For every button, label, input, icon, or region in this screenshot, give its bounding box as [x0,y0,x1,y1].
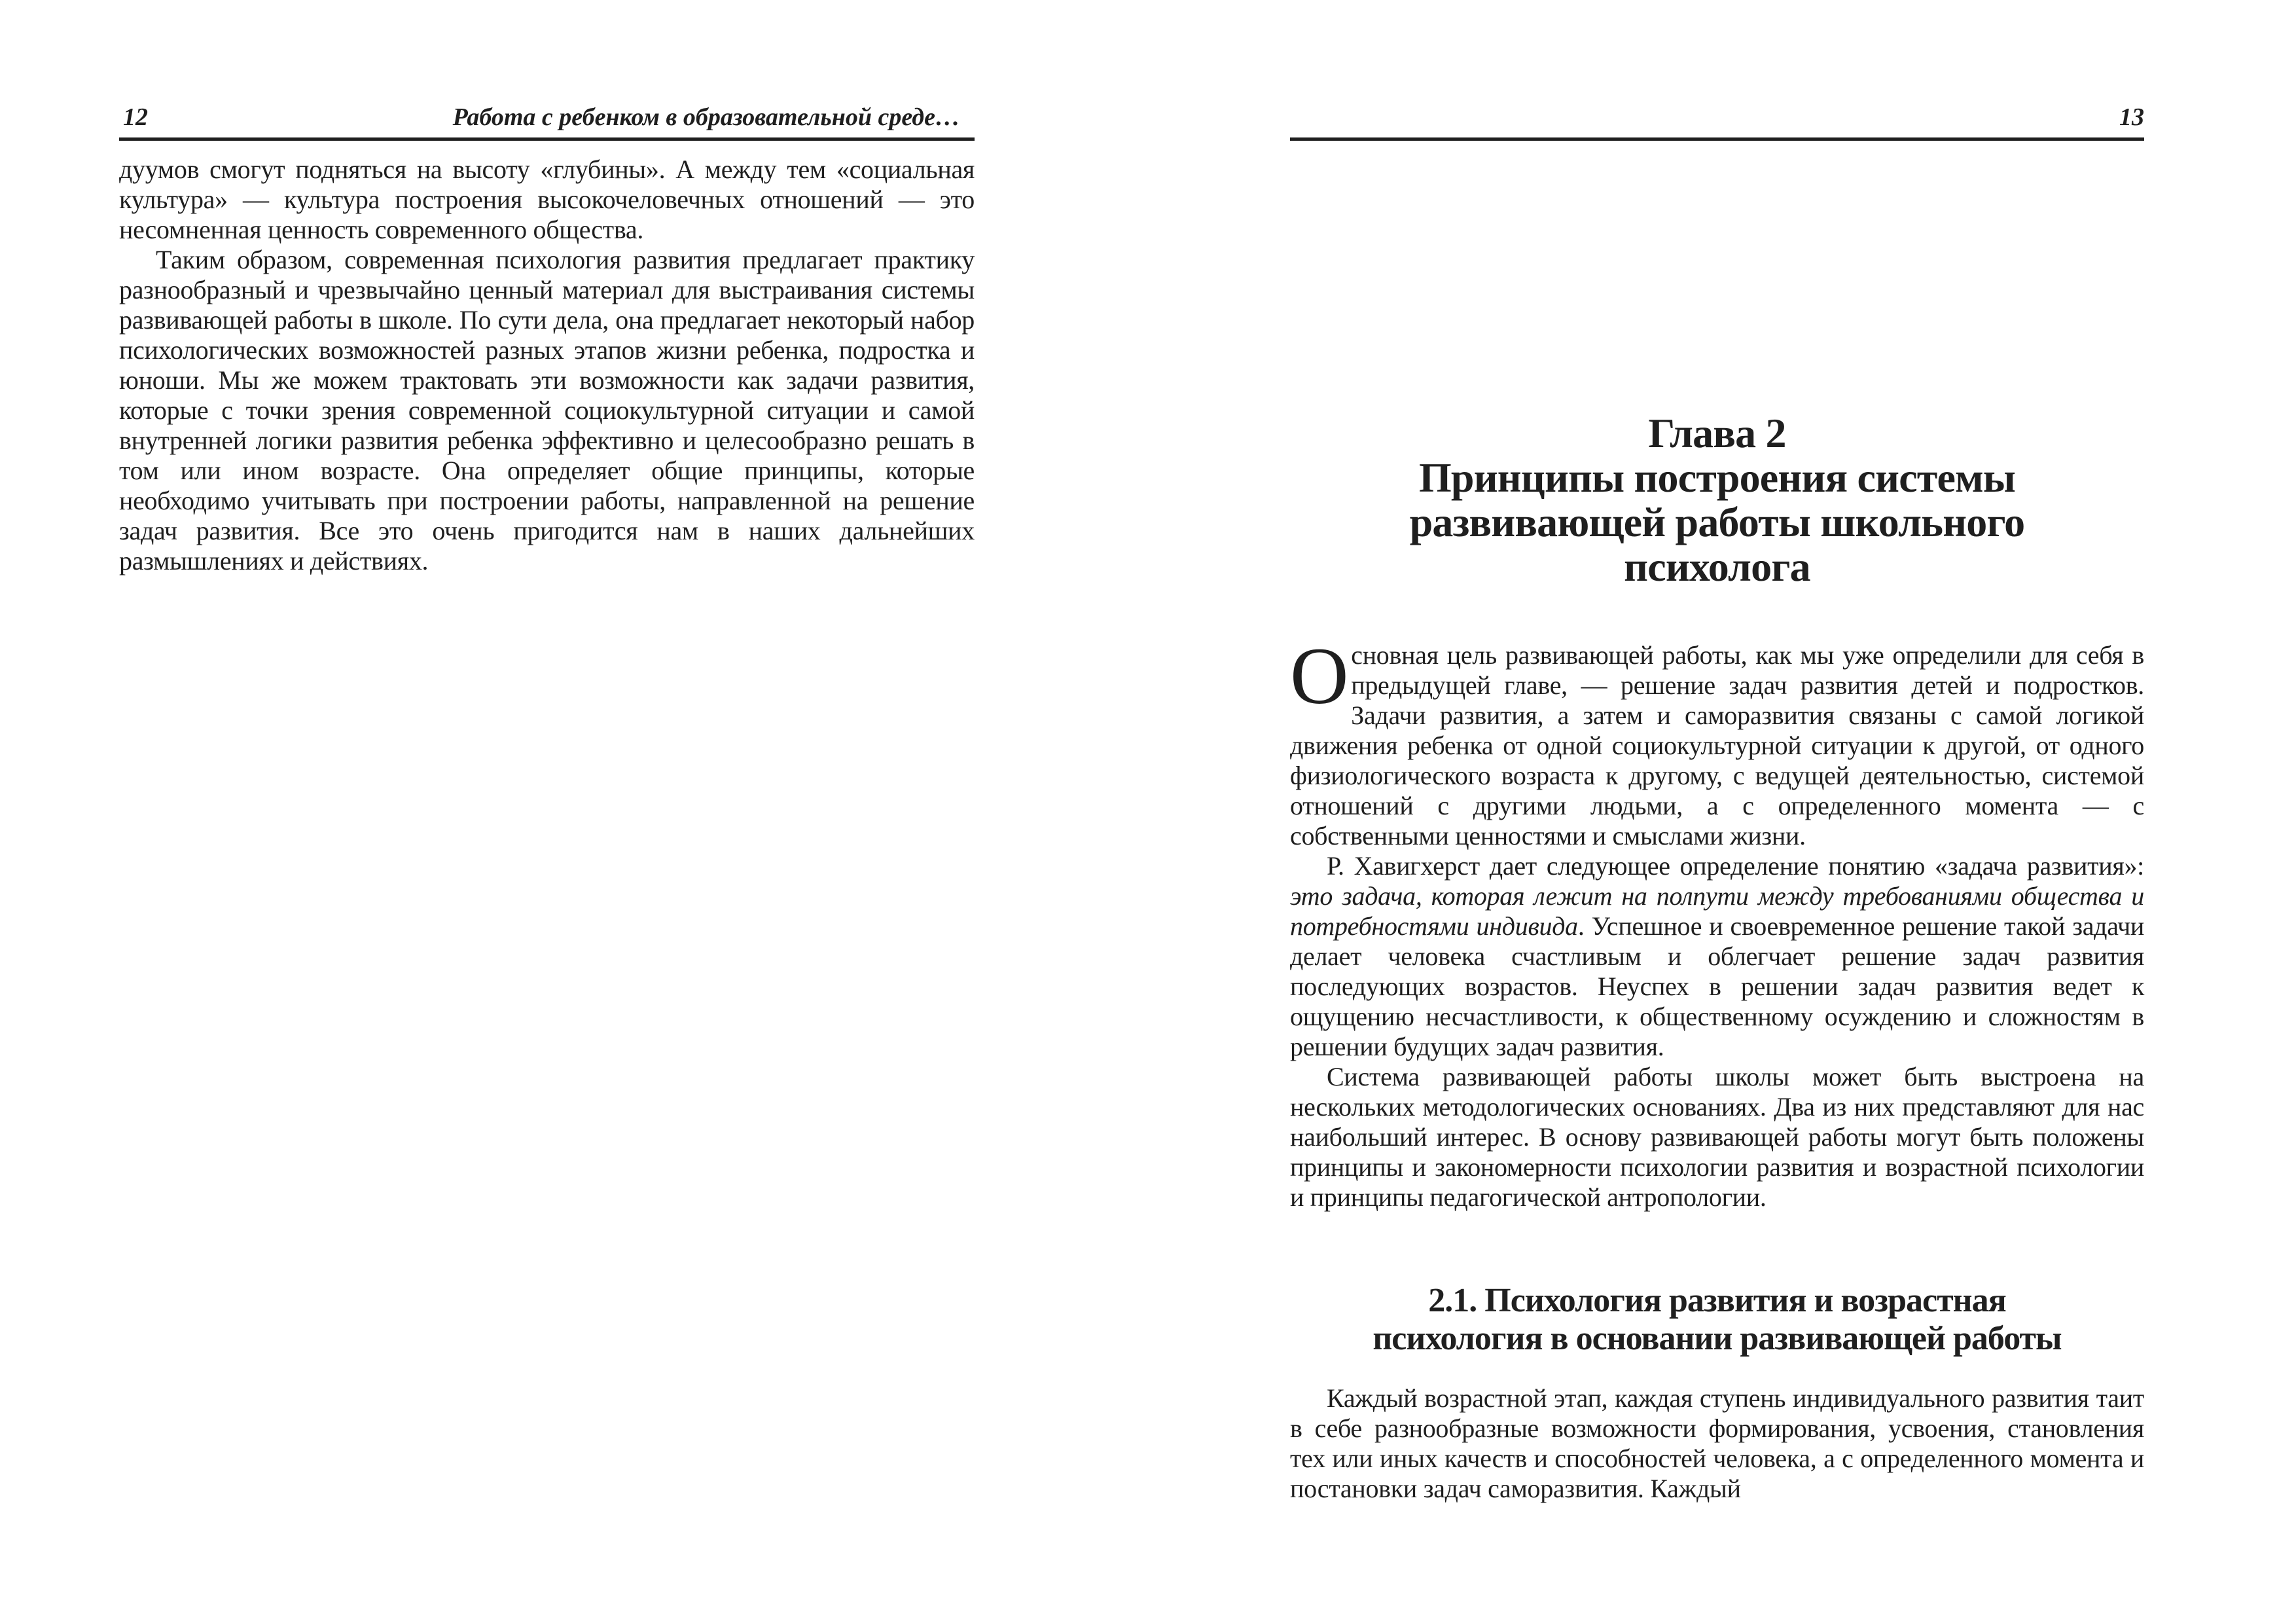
chapter-title-line: психолога [1624,543,1810,590]
running-head-right [1290,98,2144,141]
page-number-left: 12 [123,103,148,131]
section-title-line: психология в основании развивающей работы [1372,1320,2062,1357]
section-heading [1290,1282,2144,1358]
havighurst-definition: это задача, которая лежит на полпути между требованиями общества и потребностями индивида [1290,881,2144,941]
chapter-heading [1290,411,2144,589]
running-head-left [119,98,975,141]
paragraph-summary: Таким образом, современная психология развития предлагает практику разнообразный и чрезвычайно ценный материал для выстраивания системы развивающей работы в школе. По сути дела, она предлагает некоторый набор психологических возможностей разных этапов жизни ребенка, подростка и юноши. Мы же можем трактовать эти возможности как задачи развития, которые с точки зрения современной социокультурной ситуации и самой внутренней логики развития ребенка эффективно и целесообразно решать в том или ином возрасте. Она определяет общие принципы, которые необходимо учитывать при построении работы, направленной на решение задач развития. Все это очень пригодится нам в наших дальнейших размышлениях и действиях. [119,245,975,575]
chapter-intro-block [1290,631,2145,1213]
intro-paragraph [1290,631,2144,851]
page-number-right: 13 [2119,103,2144,131]
right-page [1148,0,2296,1623]
section-paragraph: Каждый возрастной этап, каждая ступень индивидуального развития таит в себе разнообразные возможности формирования, усвоения, становления тех или иных качеств и способностей человека, а с определенного момента и постановки задач саморазвития. Каждый [1290,1383,2144,1503]
intro-paragraph-text: сновная цель развивающей работы, как мы уже определили для себя в предыдущей главе, — решение задач развития детей и подростков. Задачи развития, а затем и саморазвития связаны с самой логикой движения ребенка от одной социокультурной ситуации к другой, от одного физиологического возраста к другому, с ведущей деятельностью, системой отношений с другими людьми, а с определенного момента — с собственными ценностями и смыслами жизни. [1290,640,2144,850]
havighurst-rest: . Успешное и своевременное решение такой задачи делает человека счастливым и облегчает решение задач развития последующих возрастов. Неуспех в решении задач развития ведет к ощущению несчастливости, к общественному осуждению и сложностям в решении будущих задач развития. [1290,911,2145,1061]
system-paragraph: Система развивающей работы школы может быть выстроена на нескольких методологических основаниях. Два из них представляют для нас наибольший интерес. В основу развивающей работы могут быть положены принципы и закономерности психологии развития и возрастной психологии и принципы педагогической антропологии. [1290,1062,2144,1212]
chapter-number: Глава 2 [1648,410,1786,456]
chapter-title-line: развивающей работы школьного [1409,499,2025,545]
section-text-block [1290,1383,2144,1504]
havighurst-paragraph [1290,851,2144,1062]
section-title-line: 2.1. Психология развития и возрастная [1428,1282,2006,1319]
dropcap: О [1290,631,1349,721]
havighurst-lead: Р. Хавигхерст дает следующее определение понятию «задача развития»: [1327,851,2144,881]
running-title: Работа с ребенком в образовательной среде… [452,103,960,131]
paragraph-continuation: дуумов смогут подняться на высоту «глубины». А между тем «социальная культура» — культура построения высокочеловечных отношений — это несомненная ценность современного общества. [119,155,975,244]
chapter-title-line: Принципы построения системы [1418,454,2016,501]
left-text-block [119,155,975,576]
